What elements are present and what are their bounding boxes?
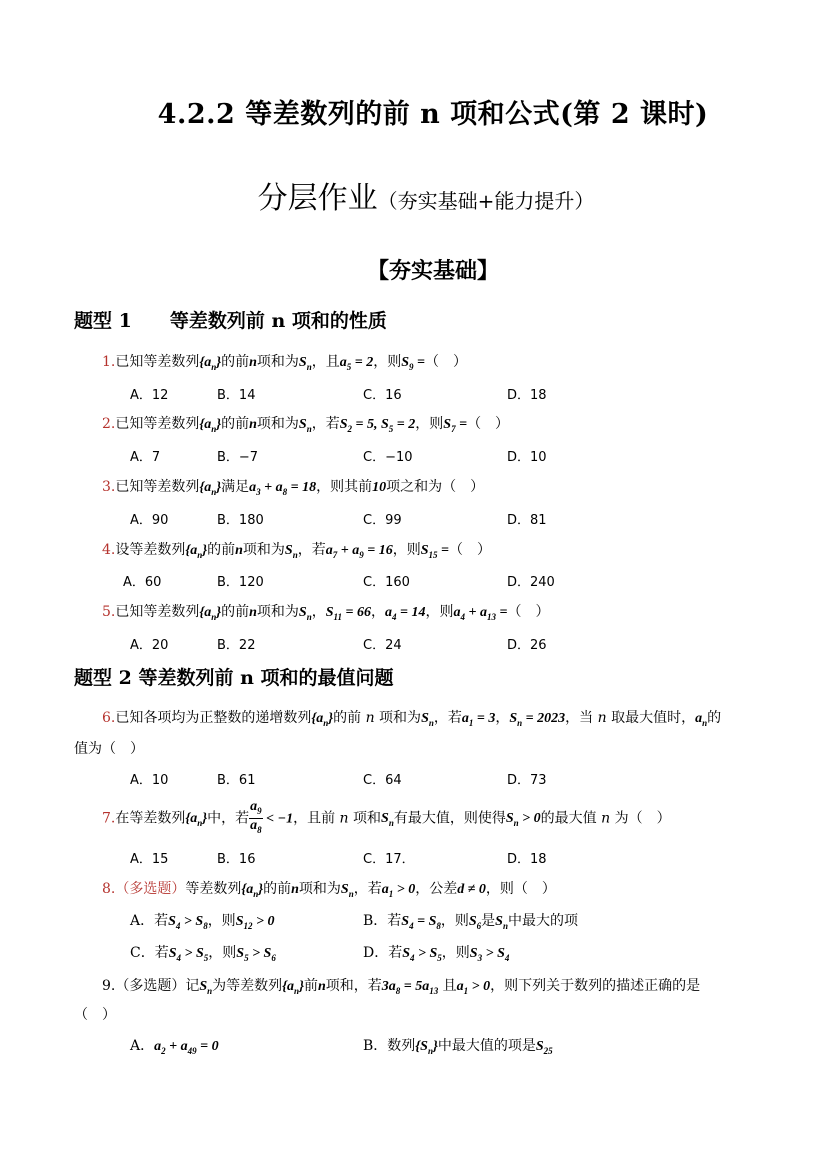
subtitle-main: 分层作业: [257, 181, 378, 216]
option-a: A．15: [130, 852, 169, 867]
option-c: C．16: [363, 388, 402, 403]
fraction: $\frac{a_9}{a_8}$: [250, 799, 262, 835]
option-d: D．18: [507, 388, 547, 403]
subtitle-paren: （夯实基础+能力提升）: [377, 189, 595, 213]
option-d: D．81: [507, 513, 547, 528]
topic-2-heading: 题型 2 等差数列前 n 项和的最值问题: [74, 667, 394, 689]
question-number: 3.: [102, 479, 116, 495]
question-9: 9.（多选题）记$S_n$为等差数列$\{a_n\}$前n项和，若$3a_8 = 5a_{13}$ 且$a_1 > 0$，则下列关于数列的描述正确的是: [102, 978, 701, 996]
option-c: C．24: [363, 638, 402, 653]
question-number: 1.: [102, 354, 116, 370]
question-6: 6.已知各项均为正整数的递增数列$\{a_n\}$的前 n 项和为$S_n$，若$a_1 = 3$，$S_n = 2023$，当 n 取最大值时，$a_n$的: [102, 710, 722, 728]
option-b: B．16: [217, 852, 256, 867]
multi-choice-tag: （多选题）: [115, 978, 186, 994]
question-4: 4.设等差数列$\{a_n\}$的前n项和为$S_n$，若$a_7 + a_9 = 16$，则$S_{15}$ =（ ）: [102, 542, 491, 560]
option-c: C．160: [363, 575, 410, 590]
topic-1-heading: 题型 1 等差数列前 n 项和的性质: [74, 310, 387, 332]
question-number: 4.: [102, 542, 116, 558]
question-number: 8.: [102, 881, 116, 897]
question-5: 5.已知等差数列$\{a_n\}$的前n项和为$S_n$，$S_{11} = 66$，$a_4 = 14$，则$a_4 + a_{13}$ =（ ）: [102, 604, 550, 622]
option-d: D．若$S_4 > S_5$，则$S_3 > S_4$: [363, 945, 510, 963]
section-header: 【夯实基础】: [366, 258, 499, 284]
subtitle: [0, 173, 826, 217]
option-d: D．73: [507, 773, 547, 788]
option-b: B．120: [217, 575, 264, 590]
question-number: 6.: [102, 710, 116, 726]
question-2: 2.已知等差数列$\{a_n\}$的前n项和为$S_n$，若$S_2 = 5$, $S_5 = 2$，则$S_7$ =（ ）: [102, 416, 510, 434]
option-a: A．60: [123, 575, 162, 590]
option-d: D．10: [507, 450, 547, 465]
option-b: B．若$S_4 = S_8$，则$S_6$是$S_n$中最大的项: [363, 913, 578, 931]
option-b: B．61: [217, 773, 256, 788]
option-b: B．180: [217, 513, 264, 528]
option-a: A．7: [130, 450, 161, 465]
option-d: D．18: [507, 852, 547, 867]
option-b: B．22: [217, 638, 256, 653]
option-c: C．64: [363, 773, 402, 788]
option-a: A．20: [130, 638, 169, 653]
option-a: A．90: [130, 513, 169, 528]
question-number: 2.: [102, 416, 116, 432]
question-number: 5.: [102, 604, 116, 620]
question-1: 1.已知等差数列$\{a_n\}$的前n项和为$S_n$，且$a_5 = 2$，则$S_9$ =（ ）: [102, 354, 467, 372]
question-number: 9.: [102, 978, 116, 994]
option-d: D．26: [507, 638, 547, 653]
option-a: A．12: [130, 388, 169, 403]
question-9-continued: （ ）: [74, 1007, 116, 1023]
option-c: C．若$S_4 > S_5$，则$S_5 > S_6$: [130, 945, 276, 963]
option-a: A．若$S_4 > S_8$，则$S_{12} > 0$: [130, 913, 275, 931]
question-7: 7.在等差数列$\{a_n\}$中，若 $\frac{a_9}{a_8}$ < −1，且前 n 项和$S_n$有最大值，则使得$S_n > 0$的最大值 n 为（ ）: [102, 799, 671, 835]
option-a: A．$a_2 + a_{49} = 0$: [130, 1038, 219, 1056]
question-8: 8.（多选题）等差数列$\{a_n\}$的前n项和为$S_n$，若$a_1 > 0$，公差d ≠ 0，则（ ）: [102, 881, 556, 899]
option-b: B．数列$\{S_n\}$中最大值的项是$S_{25}$: [363, 1038, 553, 1056]
option-b: B．−7: [217, 450, 259, 465]
option-d: D．240: [507, 575, 555, 590]
page-title: 4.2.2 等差数列的前 n 项和公式(第 2 课时): [157, 99, 709, 130]
option-c: C．−10: [363, 450, 413, 465]
question-3: 3.已知等差数列$\{a_n\}$满足$a_3 + a_8 = 18$，则其前10项之和为（ ）: [102, 479, 485, 497]
option-a: A．10: [130, 773, 169, 788]
option-c: C．17．: [363, 852, 415, 867]
multi-choice-tag: （多选题）: [115, 881, 186, 897]
option-c: C．99: [363, 513, 402, 528]
question-6-continued: 值为（ ）: [74, 741, 144, 757]
option-b: B．14: [217, 388, 256, 403]
question-number: 7.: [102, 810, 116, 827]
